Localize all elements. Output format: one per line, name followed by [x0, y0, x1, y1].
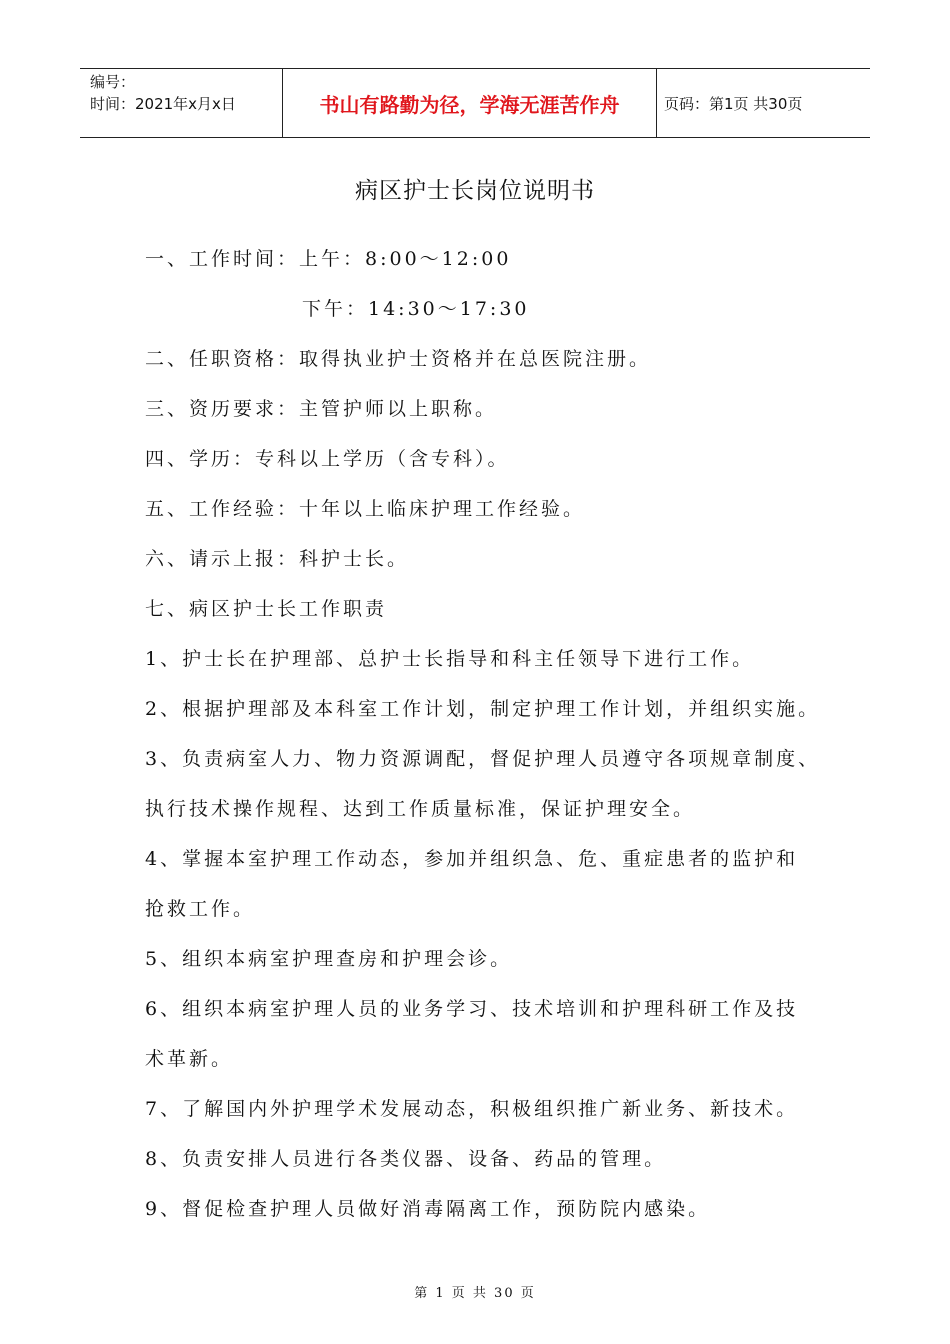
body-line-11: 3、负责病室人力、物力资源调配，督促护理人员遵守各项规章制度、 — [145, 748, 821, 770]
body-line-1: 一、工作时间：上午：8:00～12:00 — [145, 248, 512, 270]
body-line-6: 五、工作经验：十年以上临床护理工作经验。 — [145, 498, 586, 520]
body-line-14: 抢救工作。 — [145, 898, 256, 920]
body-line-5: 四、学历：专科以上学历（含专科）。 — [145, 448, 510, 470]
serial-label: 编号： — [90, 73, 136, 91]
document-title: 病区护士长岗位说明书 — [355, 178, 595, 204]
body-line-10: 2、根据护理部及本科室工作计划，制定护理工作计划，并组织实施。 — [145, 698, 821, 720]
body-line-4: 三、资历要求：主管护师以上职称。 — [145, 398, 498, 420]
body-line-8: 七、病区护士长工作职责 — [145, 598, 388, 620]
header-motto: 书山有路勤为径，学海无涯苦作舟 — [283, 69, 657, 137]
body-line-15: 5、组织本病室护理查房和护理会诊。 — [145, 948, 513, 970]
page-footer: 第 1 页 共 30 页 — [414, 1286, 536, 1301]
header-page-label: 页码：第1页 共30页 — [664, 94, 803, 113]
body-line-7: 六、请示上报：科护士长。 — [145, 548, 410, 570]
header-meta-cell — [80, 69, 283, 137]
header-table — [80, 68, 870, 138]
body-line-19: 8、负责安排人员进行各类仪器、设备、药品的管理。 — [145, 1148, 667, 1170]
body-line-13: 4、掌握本室护理工作动态，参加并组织急、危、重症患者的监护和 — [145, 848, 799, 870]
body-line-16: 6、组织本病室护理人员的业务学习、技术培训和护理科研工作及技 — [145, 998, 799, 1020]
body-line-9: 1、护士长在护理部、总护士长指导和科主任领导下进行工作。 — [145, 648, 755, 670]
body-line-12: 执行技术操作规程、达到工作质量标准，保证护理安全。 — [145, 798, 696, 820]
body-line-20: 9、督促检查护理人员做好消毒隔离工作，预防院内感染。 — [145, 1198, 711, 1220]
body-line-18: 7、了解国内外护理学术发展动态，积极组织推广新业务、新技术。 — [145, 1098, 799, 1120]
date-label: 时间：2021年x月x日 — [90, 95, 236, 113]
body-line-2: 下午：14:30～17:30 — [302, 298, 530, 320]
body-line-3: 二、任职资格：取得执业护士资格并在总医院注册。 — [145, 348, 652, 370]
body-line-17: 术革新。 — [145, 1048, 234, 1070]
